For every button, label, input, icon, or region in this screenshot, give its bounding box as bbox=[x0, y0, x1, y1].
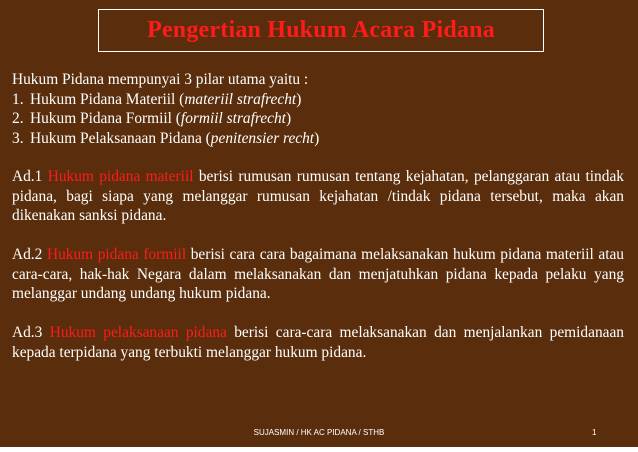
pillar-term: formiil strafrecht bbox=[180, 110, 286, 127]
bottom-border bbox=[0, 447, 638, 452]
paragraph-highlight: Hukum pelaksanaan pidana bbox=[49, 324, 227, 341]
paragraph-label: Ad.1 bbox=[12, 168, 43, 185]
pillar-close: ) bbox=[296, 90, 302, 108]
page-number: 1 bbox=[592, 428, 597, 437]
paragraph-body: berisi cara cara bagaimana melaksanakan hukum pidana materiil atau cara-cara, hak-hak Negara dalam melaksanakan dan menjatuhkan pidana kepada pelaku yang melanggar undang undang hukum pidana. bbox=[12, 246, 624, 302]
pillar-term: penitensier recht bbox=[210, 129, 315, 147]
paragraph-label: Ad.2 bbox=[12, 246, 43, 263]
paragraph-body: berisi rumusan rumusan tentang kejahatan, pelanggaran atau tindak pidana, bagi siapa yang melanggar rumusan kejahatan /tindak pidana tersebut, maka akan dikenakan sanksi pidana. bbox=[12, 168, 624, 224]
pillar-term: materiil strafrecht bbox=[184, 90, 297, 108]
pillar-text: Hukum Pelaksanaan Pidana ( bbox=[30, 129, 211, 147]
slide-content bbox=[12, 70, 624, 382]
intro-lead: Hukum Pidana mempunyai 3 pilar utama yaitu : bbox=[12, 71, 309, 88]
slide-footer bbox=[0, 428, 638, 442]
paragraph-ad1 bbox=[12, 167, 624, 226]
pillar-item-1 bbox=[12, 90, 624, 110]
paragraph-ad3 bbox=[12, 323, 624, 362]
pillar-item-2 bbox=[12, 109, 624, 129]
paragraph-ad2 bbox=[12, 245, 624, 304]
pillar-item-3 bbox=[12, 129, 624, 149]
pillar-text: Hukum Pidana Materiil ( bbox=[30, 90, 185, 108]
pillar-close: ) bbox=[314, 129, 320, 147]
pillar-text: Hukum Pidana Formiil ( bbox=[30, 110, 181, 127]
title-box bbox=[98, 9, 544, 52]
intro-block bbox=[12, 70, 624, 148]
pillar-number: 2. bbox=[12, 110, 24, 127]
pillar-number: 3. bbox=[12, 129, 24, 147]
paragraph-label: Ad.3 bbox=[12, 324, 43, 341]
pillar-number: 1. bbox=[12, 90, 24, 108]
slide-title: Pengertian Hukum Acara Pidana bbox=[147, 17, 495, 43]
paragraph-highlight: Hukum pidana materiil bbox=[47, 168, 194, 185]
paragraph-highlight: Hukum pidana formiil bbox=[46, 246, 187, 263]
footer-caption: SUJASMIN / HK AC PIDANA / STHB bbox=[253, 428, 385, 437]
paragraph-body: berisi cara-cara melaksanakan dan menjalankan pemidanaan kepada terpidana yang terbukti melanggar hukum pidana. bbox=[12, 324, 624, 361]
pillar-close: ) bbox=[285, 110, 292, 127]
